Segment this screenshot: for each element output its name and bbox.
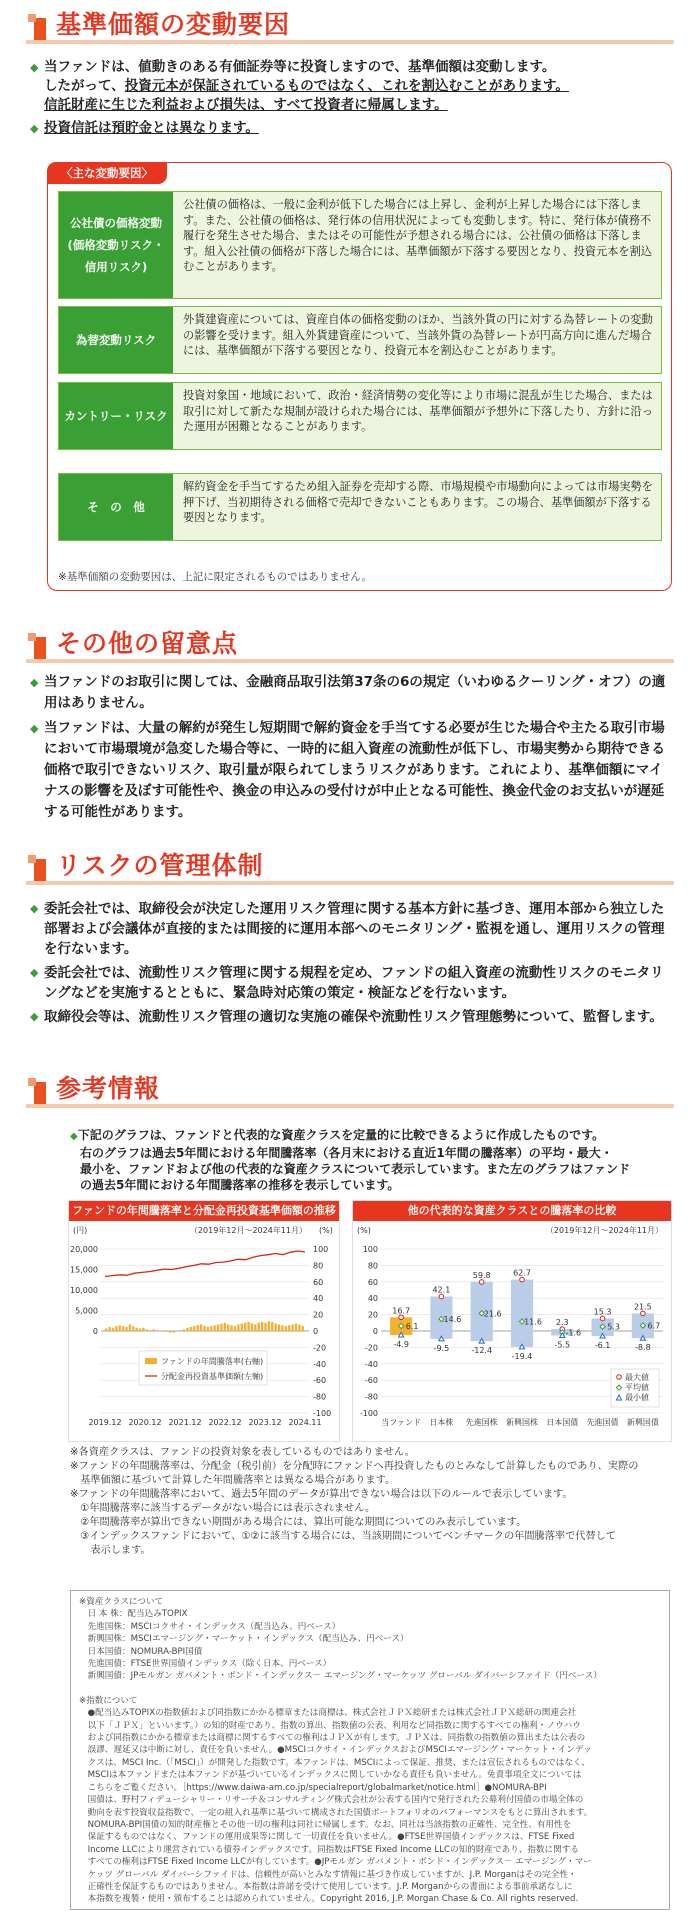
return-bar (142, 1328, 144, 1331)
asset-class-chart-svg (353, 1221, 671, 1439)
return-bar (224, 1323, 226, 1331)
max-marker (399, 1315, 404, 1320)
disclaimer-line: こちらをご覧ください。［https://www.daiwa-am.co.jp/specialreport/globalmarket/notice.html］●NOMURA-BPI (79, 1782, 547, 1793)
return-bar (213, 1325, 215, 1331)
return-bar (190, 1327, 192, 1331)
min-label: -12.4 (471, 1346, 493, 1356)
max-marker (520, 1277, 525, 1282)
return-bar (186, 1328, 188, 1331)
return-bar (136, 1328, 138, 1331)
return-bar (156, 1330, 158, 1331)
section-rule (26, 659, 674, 663)
avg-label: 6.1 (405, 1321, 419, 1331)
x-tick-label: 2019.12 (88, 1418, 122, 1427)
risk-box-tab: 〈主な変動要因〉 (47, 162, 167, 184)
category-label: 先進国債 (586, 1418, 619, 1427)
section-title: その他の留意点 (56, 629, 239, 658)
risk-text: 解約資金を手当てするため組入証券を売却する際、市場規模や市場動向によっては市場実勢を押下げ、当初期待される価格で売却できないこともあります。この場合、基準価額が下落する要因となります。 (183, 480, 653, 524)
bullet-item: ◆ 委託会社では、流動性リスク管理に関する規程を定め、ファンドの組入資産の流動性リスクのモニタリングなどを実施するとともに、緊急時対応策の策定・検証などを行ないます。 (30, 963, 675, 1003)
max-label: 42.1 (432, 1285, 451, 1295)
disclaimer-line: Income LLCにより運営されている債券インデックスです。同指数はFTSE Fixed Income LLCの知的財産であり、指数に関する (79, 1844, 579, 1855)
return-bar (241, 1324, 243, 1331)
disclaimer-line: ※資産クラスについて (79, 1597, 164, 1607)
max-marker (479, 1280, 484, 1285)
left-tick-label: 20,000 (70, 1245, 98, 1254)
y-tick-label: -80 (364, 1392, 378, 1402)
section-rule (26, 40, 674, 44)
right-tick-label: 60 (313, 1277, 324, 1287)
max-marker (600, 1316, 605, 1321)
return-bar (119, 1325, 121, 1331)
min-label: -4.9 (393, 1340, 409, 1350)
max-label: 62.7 (513, 1268, 531, 1278)
disclaimer-line: ●配当込みTOPIXの指数値および同指数にかかる標章または商標は、株式会社ＪＰＸ総研または株式会社ＪＰＸ総研の関連会社 (79, 1708, 577, 1719)
max-label: 59.8 (472, 1270, 491, 1280)
bullet-item: ◆ 委託会社では、取締役会が決定した運用リスク管理に関する基本方針に基づき、運用本部から独立した部署および会議体が直接的または間接的に運用本部へのモニタリング・監視を通し、運用リスクの管理を行ないます。 (30, 899, 675, 959)
return-bar (169, 1331, 171, 1333)
chart-period: （2019年12月～2024年11月） (189, 1226, 307, 1235)
return-bar (197, 1325, 199, 1331)
avg-label: -1.6 (565, 1328, 582, 1338)
return-bar (254, 1324, 256, 1331)
return-bar (180, 1330, 182, 1331)
return-bar (132, 1326, 134, 1331)
return-bar (268, 1321, 270, 1331)
legend-label: 平均値 (625, 1383, 649, 1392)
return-bar (193, 1326, 195, 1331)
reference-lead: ◆下記のグラフは、ファンドと代表的な資産クラスを定量的に比較できるように作成したものです。 右のグラフは過去5年間における年間騰落率（各月末における直近1年間の騰落率）の平均・最大・ 最小を、ファンドおよび他の代表的な資産クラスについて表示しています。また左のグラフはファンド の過去5年間における年間騰落率の推移を表示しています。 (70, 1128, 630, 1192)
disclaimer-line: 誤謬、遅延又は中断に対し、責任を負いません。●MSCIコクサイ・インデックスおよびMSCIエマージング・マーケット・インデッ (79, 1745, 592, 1756)
return-bar (217, 1324, 219, 1331)
return-bar (258, 1323, 260, 1331)
disclaimer-line: 動向を表す投資収益指数で、一定の組入れ基準に基づいて構成された国債ポートフォリオのパフォーマンスをもとに算出されます。 (79, 1807, 593, 1818)
y-tick-label: -60 (364, 1376, 378, 1386)
return-bar (207, 1327, 209, 1331)
right-tick-label: -100 (313, 1409, 332, 1418)
disclaimer-line: 本指数を複製・使用・頒布することは認められていません。Copyright 2016, J.P. Morgan Chase & Co. All rights reserved. (79, 1894, 579, 1905)
max-label: 15.3 (593, 1307, 612, 1317)
index-disclaimer-box (70, 1590, 670, 1910)
return-bar (298, 1324, 300, 1331)
y-tick-label: 40 (367, 1294, 378, 1304)
disclaimer-line: 先進国債：FTSE世界国債インデックス（除く日本、円ベース） (79, 1659, 332, 1670)
bullet-item: ◆ 当ファンドは、大量の解約が発生し短期間で解約資金を手当てする必要が生じた場合や主たる取引市場において市場環境が急変した場合等に、一時的に組入資産の流動性が低下し、市場実勢から期待できる価格で取引できないリスク、取引量が限られてしまうリスクがあります。これにより、基準価額にマイナスの影響を及ぼす可能性や、換金の申込みの受付けが中止となる可能性、換金代金のお支払いが遅延する可能性があります。 (30, 718, 675, 823)
return-bar (125, 1327, 127, 1331)
avg-label: 6.7 (647, 1321, 661, 1331)
volatility-bullets (30, 58, 675, 142)
y-tick-label: 60 (367, 1277, 378, 1287)
disclaimer-line: 保証するものではなく、ファンドの運用成果等に関して一切責任を負いません。●FTSE世界国債インデックスは、FTSE Fixed (79, 1832, 575, 1843)
section-header-notes (26, 627, 674, 663)
return-bar (176, 1331, 178, 1332)
risk-label: そ の 他 (59, 474, 173, 540)
return-bar (159, 1331, 161, 1332)
right-tick-label: -40 (313, 1359, 327, 1369)
nav-chart-svg (69, 1221, 339, 1439)
y-tick-label: -20 (364, 1343, 378, 1353)
return-bar (105, 1329, 107, 1331)
x-tick-label: 2023.12 (248, 1418, 282, 1427)
return-bar (173, 1331, 175, 1333)
return-bar (274, 1324, 276, 1331)
avg-label: 11.6 (524, 1317, 542, 1327)
left-axis-unit: (円) (73, 1226, 88, 1235)
x-tick-label: 2020.12 (128, 1418, 162, 1427)
section-title: 参考情報 (56, 1074, 161, 1103)
y-tick-label: 100 (362, 1245, 378, 1254)
return-bar (152, 1329, 154, 1331)
category-label: 先進国株 (465, 1418, 498, 1427)
max-label: 16.7 (392, 1306, 411, 1316)
return-bar (220, 1324, 222, 1331)
disclaimer-line: ケッツ グローバル ダイバーシファイドは、信頼性が高いとみなす情報に基づき作成していますが、J.P. Morganはその完全性・ (79, 1869, 577, 1880)
disclaimer-line: すべての権利はFTSE Fixed Income LLCが有しています。●JPモルガン ガバメント・ボンド・インデックス－ エマージング・マー (79, 1857, 592, 1868)
return-bar (108, 1327, 110, 1331)
disclaimer-line: 日本国債：NOMURA-BPI国債 (79, 1646, 203, 1657)
return-bar (285, 1326, 287, 1331)
disclaimer-line: 日 本 株：配当込みTOPIX (79, 1609, 188, 1620)
section-mark-icon (34, 859, 46, 881)
left-tick-label: 0 (92, 1327, 98, 1336)
return-bar (115, 1326, 117, 1331)
return-bar (166, 1331, 168, 1332)
min-label: -19.4 (511, 1351, 533, 1361)
x-tick-label: 2024.11 (288, 1418, 322, 1427)
min-label: -8.8 (635, 1343, 651, 1353)
category-label: 当ファンド (381, 1418, 422, 1427)
return-bar (278, 1324, 280, 1331)
min-label: -9.5 (433, 1343, 450, 1353)
section-header-reference (26, 1072, 674, 1108)
disclaimer-line (79, 1683, 661, 1695)
section-rule (26, 1104, 674, 1108)
risk-text: 投資対象国・地域において、政治・経済情勢の変化等により市場に混乱が生じた場合、または取引に対して新たな規制が設けられた場合には、基準価額が予想外に下落したり、方針に沿った運用が困難となることがあります。 (183, 389, 653, 433)
return-bar (112, 1328, 114, 1331)
right-tick-label: 20 (313, 1310, 324, 1320)
return-bar (271, 1322, 273, 1331)
right-tick-label: -20 (313, 1343, 327, 1353)
y-tick-label: 80 (367, 1261, 378, 1271)
section-title: リスクの管理体制 (56, 851, 264, 880)
y-tick-label: -100 (359, 1409, 378, 1418)
bullet-item: ◆ 取締役会等は、流動性リスク管理の適切な実施の確保や流動性リスク管理態勢について、監督します。 (30, 1007, 675, 1027)
y-tick-label: -40 (364, 1359, 378, 1369)
axis-unit: (%) (357, 1226, 371, 1235)
max-marker (641, 1311, 646, 1316)
return-bar (251, 1324, 253, 1331)
bullet-item: ◆ 当ファンドのお取引に関しては、金融商品取引法第37条の6の規定（いわゆるクーリング・オフ）の適用はありません。 (30, 672, 675, 714)
risk-row-fx (58, 306, 662, 374)
category-label: 日本株 (429, 1418, 454, 1427)
right-tick-label: 80 (313, 1261, 324, 1271)
section-header-risk-management (26, 849, 674, 885)
nav-chart (68, 1200, 340, 1442)
return-bar (122, 1326, 124, 1331)
min-label: -6.1 (594, 1341, 611, 1351)
left-tick-label: 10,000 (70, 1286, 98, 1295)
x-tick-label: 2021.12 (168, 1418, 202, 1427)
legend-label: 分配金再投資基準価額(左軸) (161, 1372, 264, 1381)
right-tick-label: -60 (313, 1376, 327, 1386)
disclaimer-line: NOMURA-BPI国債の知的財産権とその他一切の権利は同社に帰属します。なお、同社は当該指数の正確性、完全性、有用性を (79, 1819, 572, 1830)
legend-max-icon (617, 1375, 622, 1380)
y-tick-label: 0 (372, 1327, 378, 1336)
return-bar (281, 1325, 283, 1331)
bullet-item: ◆ 投資信託は預貯金とは異なります。 (30, 119, 675, 138)
legend-label: 最大値 (625, 1373, 649, 1382)
risk-label: 公社債の価格変動 (価格変動リスク・ 信用リスク) (59, 192, 173, 298)
disclaimer-line: 国債は、野村フィデューシャリー・リサーチ＆コンサルティング株式会社が公表する国内で発行された公募利付国債の市場全体の (79, 1795, 584, 1806)
return-bar (149, 1330, 151, 1331)
chart-notes: ※各資産クラスは、ファンドの投資対象を表しているものではありません。 ※ファンドの年間騰落率は、分配金（税引前）を分配時にファンドへ再投資したものとみなして計算したものであり、実際の 基準価額に基づいて計算した年間騰落率とは異なる場合があります。 ※ファンドの年間騰落率において、過去5年間のデータが算出できない場合は以下のルールで表示しています。 ①年間騰落率に該当するデータがない場合には表示されません。 ②年間騰落率が算出できない期間がある場合には、算出可能な期間についてのみ表示しています。 ③インデックスファンドにおいて、①②に該当する場合には、当該期間についてベンチマークの年間騰落率で代替して 表示します。 (70, 1447, 639, 1556)
return-bar (244, 1323, 246, 1331)
section-title: 基準価額の変動要因 (56, 10, 291, 39)
return-bar (139, 1329, 141, 1331)
min-label: -5.5 (554, 1340, 571, 1350)
return-bar (295, 1324, 297, 1331)
return-bar (129, 1324, 131, 1331)
risk-text: 外貨建資産については、資産自体の価格変動のほか、当該外貨の円に対する為替レートの変動の影響を受けます。組入外貨建資産について、当該外貨の為替レートが円高方向に進んだ場合には、基準価額が下落する要因となり、投資元本を割込むことがあります。 (183, 313, 653, 357)
risk-note: ※基準価額の変動要因は、上記に限定されるものではありません。 (58, 571, 372, 583)
diamond-icon: ◆ (70, 1131, 78, 1142)
right-tick-label: -80 (313, 1392, 327, 1402)
return-bar (302, 1326, 304, 1331)
asset-class-chart (352, 1200, 672, 1442)
max-label: 21.5 (633, 1302, 652, 1312)
disclaimer-line: MSCIは本ファンドまたは本ファンドが基づいているインデックスに関していかなる責任も負いません。免責事項全文については (79, 1770, 582, 1781)
range-bar (511, 1280, 533, 1347)
return-bar (203, 1326, 205, 1331)
disclaimer-line: 新興国債：JPモルガン ガバメント・ボンド・インデックス－ エマージング・マーケッツ グローバル ダイバーシファイド（円ベース） (79, 1671, 602, 1682)
return-bar (183, 1329, 185, 1331)
disclaimer-line: 以下「ＪＰＸ」といいます。）の知的財産であり、指数の算出、指数値の公表、利用など同指数に関するすべての権利・ノウハウ (79, 1720, 581, 1731)
avg-label: 21.6 (483, 1309, 502, 1319)
disclaimer-line: 新興国株：MSCIエマージング・マーケット・インデックス（配当込み、円ベース） (79, 1634, 409, 1645)
risk-text: 公社債の価格は、一般に金利が低下した場合には上昇し、金利が上昇した場合には下落します。また、公社債の価格は、発行体の信用状況によっても変動します。特に、発行体が債務不履行を発生させた場合、またはその可能性が予想される場合には、公社債の価格は下落します。組入公社債の価格が下落した場合には、基準価額が下落する要因となり、投資元本を割込むことがあります。 (183, 198, 652, 273)
main-risk-factors-box (47, 162, 672, 591)
return-bar (200, 1324, 202, 1331)
chart-period: （2019年12月～2024年11月） (545, 1226, 663, 1235)
return-bar (261, 1322, 263, 1331)
avg-label: 5.3 (607, 1322, 620, 1332)
risk-row-country (58, 382, 662, 450)
left-tick-label: 15,000 (70, 1265, 98, 1275)
risk-management-bullets (30, 899, 675, 1031)
legend-label: 最小値 (625, 1393, 649, 1402)
y-tick-label: 20 (367, 1310, 378, 1320)
disclaimer-line: 正確性を保証するものではありません。本指数は許諾を受けて使用しています。J.P. Morganからの書面による事前承諾なしに (79, 1881, 573, 1892)
x-tick-label: 2022.12 (208, 1418, 242, 1427)
return-bar (146, 1329, 148, 1331)
section-mark-icon (34, 637, 46, 659)
right-tick-label: 100 (313, 1245, 329, 1254)
risk-label: カントリー・リスク (59, 383, 173, 449)
nav-line (105, 1251, 305, 1277)
disclaimer-line: 先進国株：MSCIコクサイ・インデックス（配当込み、円ベース） (79, 1621, 341, 1632)
risk-row-other (58, 473, 662, 541)
risk-label: 為替変動リスク (59, 307, 173, 373)
return-bar (210, 1326, 212, 1331)
chart-title: 他の代表的な資産クラスとの騰落率の比較 (353, 1201, 671, 1221)
return-bar (237, 1324, 239, 1331)
return-bar (264, 1323, 266, 1331)
category-label: 新興国債 (626, 1418, 659, 1427)
section-rule (26, 881, 674, 885)
disclaimer-line: および同指数にかかる標章または商標に関するすべての権利はＪＰＸが有します。ＪＰＸは、同指数の指数値の算出または公表の (79, 1733, 586, 1744)
section-mark-icon (34, 18, 46, 40)
category-label: 新興国株 (506, 1418, 538, 1427)
right-tick-label: 40 (313, 1294, 324, 1304)
category-label: 日本国債 (546, 1418, 579, 1427)
max-label: 2.3 (555, 1318, 569, 1328)
disclaimer-line: クスは、MSCI Inc.（「MSCI」）が開発した指数です。本ファンドは、MSCIによって保証、推奨、または宣伝されるものではなく、 (79, 1757, 590, 1768)
return-bar (288, 1325, 290, 1331)
section-mark-icon (34, 1082, 46, 1104)
return-bar (234, 1326, 236, 1331)
avg-label: 14.6 (443, 1315, 462, 1325)
chart-title: ファンドの年間騰落率と分配金再投資基準価額の推移 (69, 1201, 339, 1221)
max-marker (439, 1294, 444, 1299)
section-header-volatility (26, 8, 674, 44)
bullet-item: ◆ 当ファンドは、値動きのある有価証券等に投資しますので、基準価額は変動します。 したがって、投資元本が保証されているものではなく、これを割込むことがあります。 信託財産に生じた利益および損失は、すべて投資者に帰属します。 (30, 58, 675, 115)
legend-swatch-bar (145, 1358, 157, 1364)
risk-row-bond (58, 191, 662, 299)
right-tick-label: 0 (313, 1327, 319, 1336)
return-bar (163, 1331, 165, 1332)
legend-label: ファンドの年間騰落率(右軸) (161, 1357, 264, 1366)
left-tick-label: 5,000 (75, 1306, 98, 1316)
return-bar (227, 1324, 229, 1331)
notes-bullets (30, 672, 675, 827)
return-bar (247, 1322, 249, 1331)
return-bar (291, 1324, 293, 1331)
return-bar (230, 1325, 232, 1331)
right-axis-unit: (%) (319, 1226, 333, 1235)
disclaimer-line: ※指数について (79, 1695, 138, 1706)
